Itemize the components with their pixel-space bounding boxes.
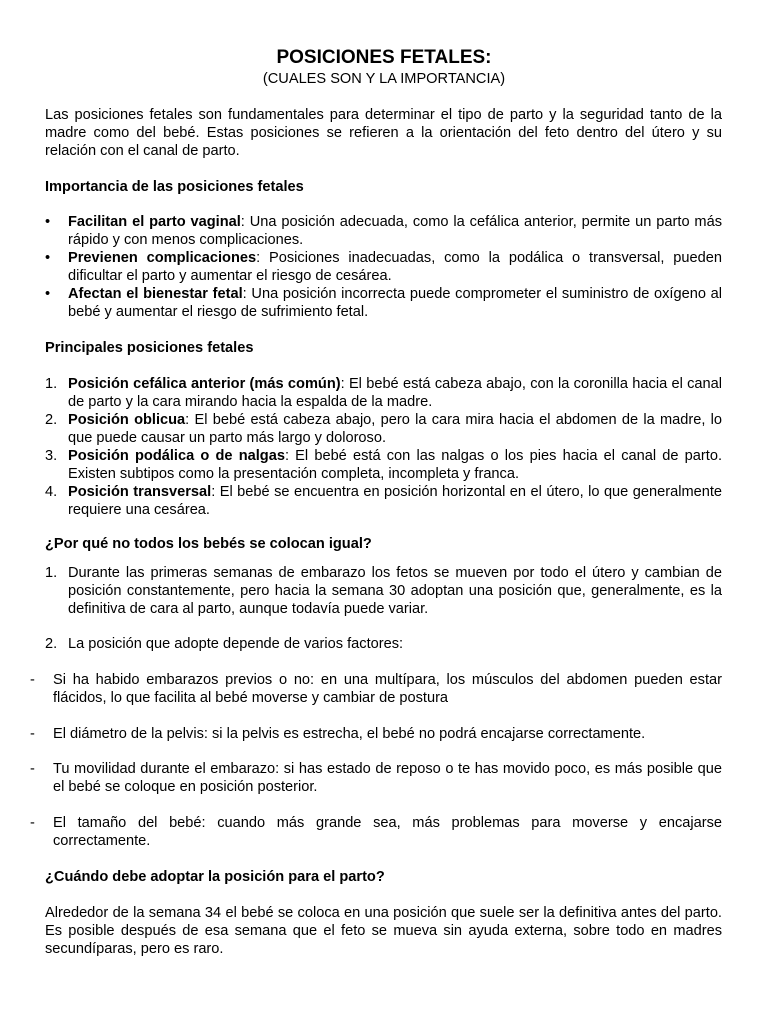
item-text: La posición que adopte depende de varios factores: [68,636,404,652]
list-number: 2. [45,636,58,652]
item-text: El tamaño del bebé: cuando más grande sea, más problemas para moverse y encajarse correctamente. [53,815,722,849]
list-item [45,411,722,447]
item-text: El diámetro de la pelvis: si la pelvis es estrecha, el bebé no podrá encajarse correctamente. [53,726,646,742]
list-item [45,285,722,321]
list-item [45,375,722,411]
list-item [45,635,722,653]
bullet-marker: • [45,214,51,230]
bullet-marker: • [45,250,51,266]
dash-marker: - [30,726,35,742]
importance-heading: Importancia de las posiciones fetales [45,179,304,195]
list-item [45,213,722,249]
list-item [45,249,722,285]
item-text: : Una posición incorrecta puede comprometer el suministro de oxígeno al bebé y aumentar el riesgo de sufrimiento fetal. [68,286,722,320]
why-item-1 [45,564,722,618]
item-text: : El bebé se encuentra en posición horizontal en el útero, lo que generalmente requiere una cesárea. [68,484,722,518]
item-term: Facilitan el parto vaginal [68,214,241,230]
page-subtitle: (CUALES SON Y LA IMPORTANCIA) [262,71,506,87]
factor-item [30,671,722,707]
factor-item [30,814,722,850]
list-item [45,447,722,483]
intro-paragraph: Las posiciones fetales son fundamentales para determinar el tipo de parto y la seguridad tanto de la madre como del bebé. Estas posiciones se refieren a la orientación del feto dentro del útero y su relación con el canal de parto. [45,107,722,159]
item-term: Posición cefálica anterior (más común) [68,376,341,392]
item-text: : Una posición adecuada, como la cefálica anterior, permite un parto más rápido y con menos complicaciones. [68,214,723,248]
item-term: Afectan el bienestar fetal [68,286,243,302]
item-text: : El bebé está con las nalgas o los pies hacia el canal de parto. Existen subtipos como la presentación completa, incompleta y franca. [68,448,723,482]
item-term: Posición podálica o de nalgas [68,448,285,464]
item-text: : El bebé está cabeza abajo, pero la cara mira hacia el abdomen de la madre, lo que puede causar un parto más largo y doloroso. [68,412,722,446]
list-number: 3. [45,448,58,464]
list-item [45,564,722,618]
dash-marker: - [30,815,35,831]
item-text: Si ha habido embarazos previos o no: en una multípara, los músculos del abdomen pueden estar flácidos, lo que facilita al bebé moverse y cambiar de postura [53,672,722,706]
importance-list [45,213,722,321]
when-paragraph: Alrededor de la semana 34 el bebé se coloca en una posición que suele ser la definitiva antes del parto. Es posible después de esa semana que el feto se mueva sin ayuda externa, sobre todo en madres secundíparas, pero es raro. [45,905,722,957]
dash-marker: - [30,672,35,688]
list-number: 2. [45,412,58,428]
page-title: POSICIONES FETALES: [276,47,492,68]
item-text: : Posiciones inadecuadas, como la podálica o transversal, pueden dificultar el parto y aumentar el riesgo de cesárea. [68,250,722,284]
why-heading: ¿Por qué no todos los bebés se colocan igual? [45,536,372,552]
factor-item [30,725,722,743]
item-term: Posición oblicua [68,412,186,428]
item-text: Durante las primeras semanas de embarazo los fetos se mueven por todo el útero y cambian de posición constantemente, pero hacia la semana 30 adoptan una posición que, generalmente, es la definitiva de cara al parto, aunque todavía puede variar. [68,565,722,617]
when-heading: ¿Cuándo debe adoptar la posición para el parto? [45,869,385,885]
why-item-2 [45,635,722,653]
item-term: Posición transversal [68,484,212,500]
list-number: 1. [45,565,58,581]
item-text: : El bebé está cabeza abajo, con la coronilla hacia el canal de parto y la cara mirando hacia la espalda de la madre. [68,376,723,410]
item-term: Previenen complicaciones [68,250,257,266]
list-item [45,483,722,519]
list-number: 4. [45,484,58,500]
positions-list [45,375,722,519]
list-number: 1. [45,376,58,392]
positions-heading: Principales posiciones fetales [45,340,254,356]
item-text: Tu movilidad durante el embarazo: si has estado de reposo o te has movido poco, es más posible que el bebé se coloque en posición posterior. [53,761,722,795]
dash-marker: - [30,761,35,777]
factor-item [30,760,722,796]
bullet-marker: • [45,286,51,302]
